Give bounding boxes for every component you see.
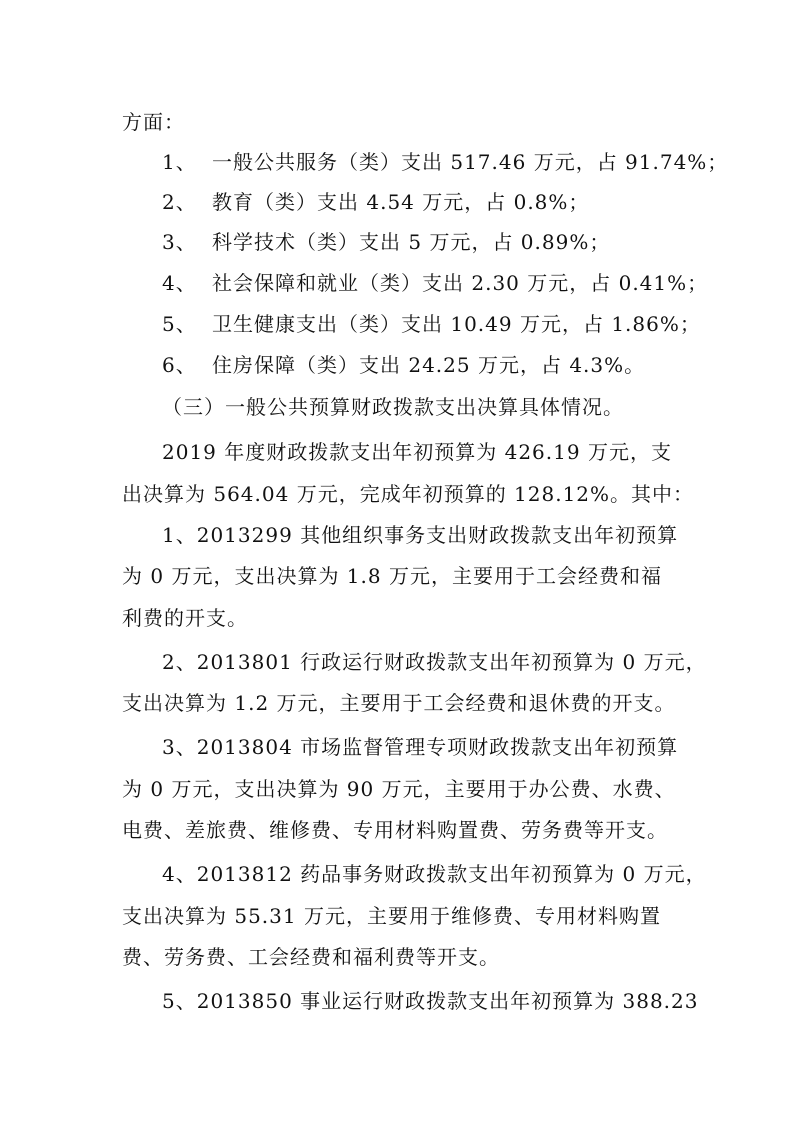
- summary-line-2: 出决算为 564.04 万元，完成年初预算的 128.12%。其中：: [122, 482, 695, 506]
- category-item-2: [162, 190, 589, 214]
- intro-text: 方面：: [122, 110, 185, 134]
- list-number: 3、: [162, 230, 197, 254]
- category-item-6: [162, 353, 645, 377]
- list-text: 教育（类）支出 4.54 万元，占 0.8%；: [212, 190, 590, 214]
- detail-5-line-1: 5、2013850 事业运行财政拨款支出年初预算为 388.23: [162, 989, 699, 1013]
- list-number: 1、: [162, 150, 197, 174]
- detail-2-line-1: 2、2013801 行政运行财政拨款支出年初预算为 0 万元，: [162, 650, 707, 674]
- list-text: 一般公共服务（类）支出 517.46 万元，占 91.74%；: [212, 150, 729, 174]
- list-number: 5、: [162, 312, 197, 336]
- detail-1-line-3: 利费的开支。: [122, 606, 248, 630]
- detail-4-line-3: 费、劳务费、工会经费和福利费等开支。: [122, 945, 500, 969]
- category-item-1: [162, 150, 728, 174]
- list-text: 科学技术（类）支出 5 万元，占 0.89%；: [212, 230, 611, 254]
- category-item-5: [162, 312, 701, 336]
- list-number: 6、: [162, 353, 197, 377]
- list-number: 4、: [162, 271, 197, 295]
- list-text: 卫生健康支出（类）支出 10.49 万元，占 1.86%；: [212, 312, 701, 336]
- detail-4-line-2: 支出决算为 55.31 万元，主要用于维修费、专用材料购置: [122, 904, 661, 928]
- detail-1-line-1: 1、2013299 其他组织事务支出财政拨款支出年初预算: [162, 523, 679, 547]
- detail-3-line-1: 3、2013804 市场监督管理专项财政拨款支出年初预算: [162, 735, 679, 759]
- list-number: 2、: [162, 190, 197, 214]
- detail-2-line-2: 支出决算为 1.2 万元，主要用于工会经费和退休费的开支。: [122, 691, 676, 715]
- category-item-3: [162, 230, 610, 254]
- detail-3-line-3: 电费、差旅费、维修费、专用材料购置费、劳务费等开支。: [122, 818, 668, 842]
- list-text: 住房保障（类）支出 24.25 万元，占 4.3%。: [212, 353, 646, 377]
- category-item-4: [162, 271, 708, 295]
- summary-line-1: 2019 年度财政拨款支出年初预算为 426.19 万元，支: [162, 440, 672, 464]
- detail-4-line-1: 4、2013812 药品事务财政拨款支出年初预算为 0 万元，: [162, 862, 707, 886]
- list-text: 社会保障和就业（类）支出 2.30 万元，占 0.41%；: [212, 271, 709, 295]
- detail-3-line-2: 为 0 万元，支出决算为 90 万元，主要用于办公费、水费、: [122, 777, 676, 801]
- section-heading: （三）一般公共预算财政拨款支出决算具体情况。: [162, 395, 624, 419]
- detail-1-line-2: 为 0 万元，支出决算为 1.8 万元，主要用于工会经费和福: [122, 564, 662, 588]
